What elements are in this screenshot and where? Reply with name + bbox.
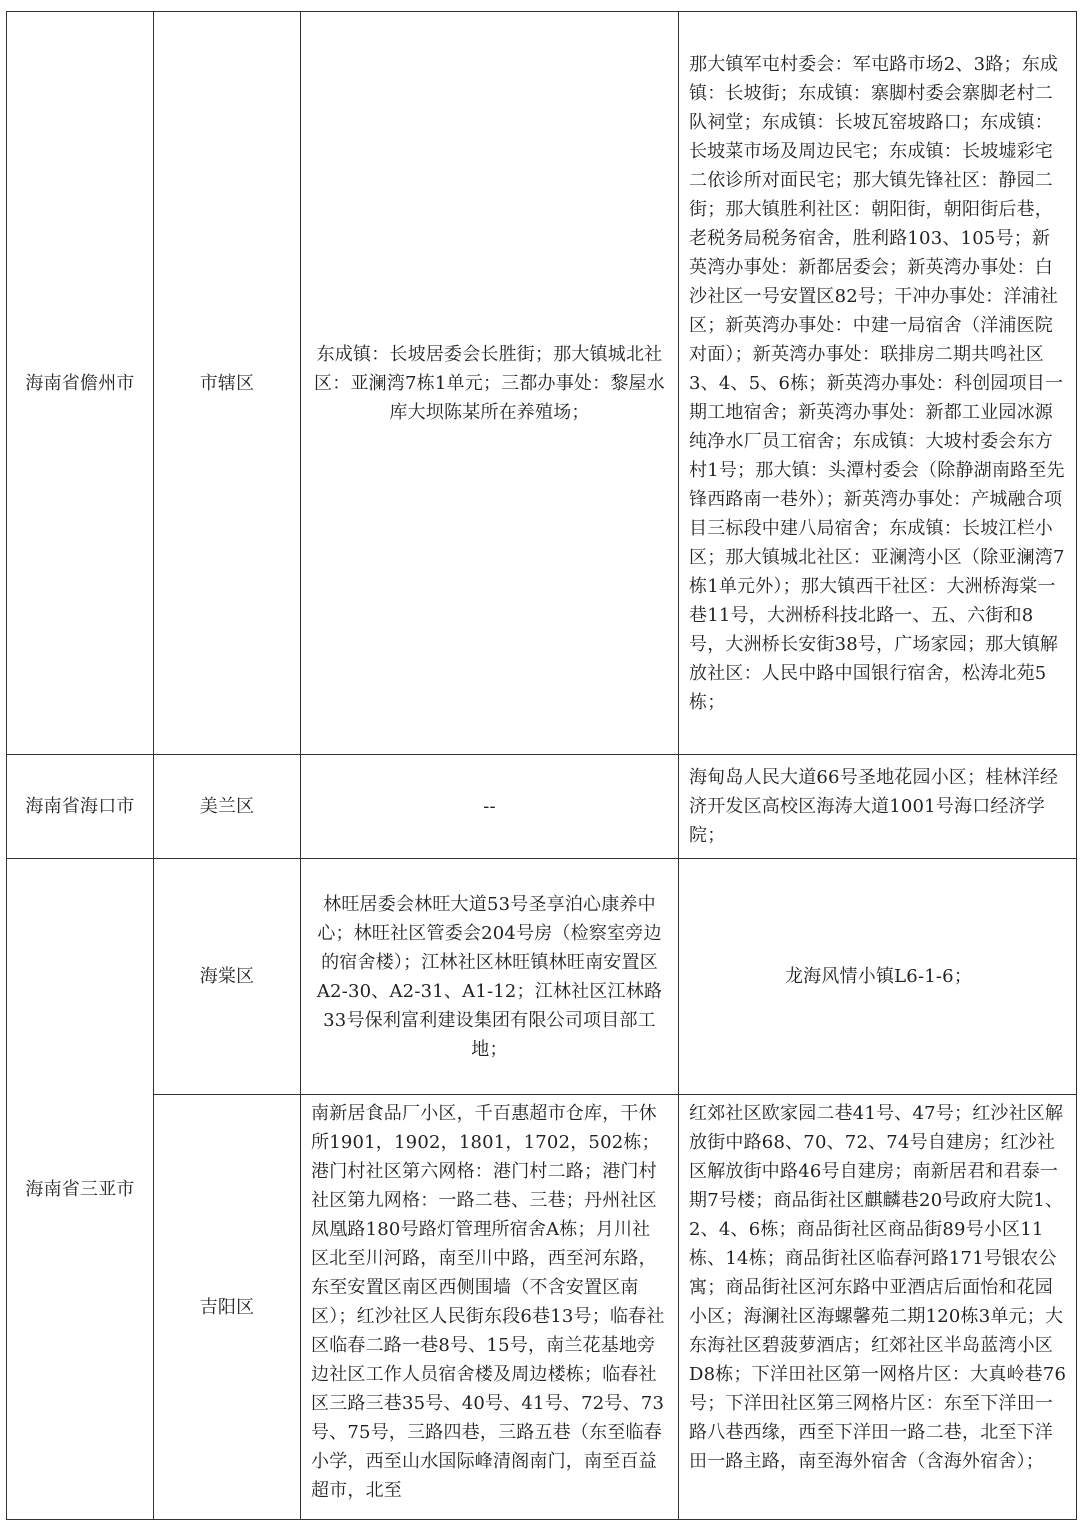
- table-row: [7, 1095, 1077, 1520]
- city-cell: 海南省海口市: [7, 755, 154, 859]
- table-row: [7, 12, 1077, 755]
- district-cell: 美兰区: [154, 755, 301, 859]
- col3-cell: 南新居食品厂小区，千百惠超市仓库，干休所1901，1902，1801，1702，502栋；港门村社区第六网格：港门村二路；港门村社区第九网格：一路二巷、三巷；丹州社区凤凰路180号路灯管理所宿舍A栋；月川社区北至川河路，南至川中路，西至河东路，东至安置区南区西侧围墙（不含安置区南区）；红沙社区人民街东段6巷13号；临春社区临春二路一巷8号、15号，南兰花基地旁边社区工作人员宿舍楼及周边楼栋；临春社区三路三巷35号、40号、41号、72号、73号、75号，三路四巷，三路五巷（东至临春小学，西至山水国际峰清阁南门，南至百益超市，北至: [301, 1095, 679, 1520]
- col4-cell: 海甸岛人民大道66号圣地花园小区；桂林洋经济开发区高校区海涛大道1001号海口经济学院；: [679, 755, 1077, 859]
- col3-cell: 东成镇：长坡居委会长胜街；那大镇城北社区：亚澜湾7栋1单元；三都办事处：黎屋水库大坝陈某所在养殖场；: [301, 12, 679, 755]
- city-cell: 海南省儋州市: [7, 12, 154, 755]
- city-cell: 海南省三亚市: [7, 859, 154, 1520]
- col3-cell: --: [301, 755, 679, 859]
- col4-cell: 那大镇军屯村委会：军屯路市场2、3路；东成镇：长坡街；东成镇：寨脚村委会寨脚老村二队祠堂；东成镇：长坡瓦窑坡路口；东成镇：长坡菜市场及周边民宅；东成镇：长坡墟彩宅二依诊所对面民宅；那大镇先锋社区：静园二街；那大镇胜利社区：朝阳街，朝阳街后巷，老税务局税务宿舍，胜利路103、105号；新英湾办事处：新都居委会；新英湾办事处：白沙社区一号安置区82号；干冲办事处：洋浦社区；新英湾办事处：中建一局宿舍（洋浦医院对面）；新英湾办事处：联排房二期共鸣社区3、4、5、6栋；新英湾办事处：科创园项目一期工地宿舍；新英湾办事处：新都工业园冰源纯净水厂员工宿舍；东成镇：大坡村委会东方村1号；那大镇：头潭村委会（除静湖南路至先锋西路南一巷外）；新英湾办事处：产城融合项目三标段中建八局宿舍；东成镇：长坡江栏小区；那大镇城北社区：亚澜湾小区（除亚澜湾7栋1单元外）；那大镇西干社区：大洲桥海棠一巷11号，大洲桥科技北路一、五、六街和8号，大洲桥长安街38号，广场家园；那大镇解放社区：人民中路中国银行宿舍，松涛北苑5栋；: [679, 12, 1077, 755]
- col4-cell: 红郊社区欧家园二巷41号、47号；红沙社区解放街中路68、70、72、74号自建房；红沙社区解放街中路46号自建房；南新居君和君泰一期7号楼；商品街社区麒麟巷20号政府大院1、2、4、6栋；商品街社区商品街89号小区11栋、14栋；商品街社区临春河路171号银农公寓；商品街社区河东路中亚酒店后面怡和花园小区；海澜社区海螺馨苑二期120栋3单元；大东海社区碧菠萝酒店；红郊社区半岛蓝湾小区D8栋；下洋田社区第一网格片区：大真岭巷76号；下洋田社区第三网格片区：东至下洋田一路八巷西缘，西至下洋田一路二巷，北至下洋田一路主路，南至海外宿舍（含海外宿舍）；: [679, 1095, 1077, 1520]
- col3-cell: 林旺居委会林旺大道53号圣享泊心康养中心；林旺社区管委会204号房（检察室旁边的宿舍楼）；江林社区林旺镇林旺南安置区A2-30、A2-31、A1-12；江林社区江林路33号保利富利建设集团有限公司项目部工地；: [301, 859, 679, 1095]
- district-cell: 海棠区: [154, 859, 301, 1095]
- table-row: [7, 755, 1077, 859]
- district-cell: 吉阳区: [154, 1095, 301, 1520]
- district-cell: 市辖区: [154, 12, 301, 755]
- risk-area-table: [6, 11, 1077, 1520]
- table-row: [7, 859, 1077, 1095]
- col4-cell: 龙海风情小镇L6-1-6；: [679, 859, 1077, 1095]
